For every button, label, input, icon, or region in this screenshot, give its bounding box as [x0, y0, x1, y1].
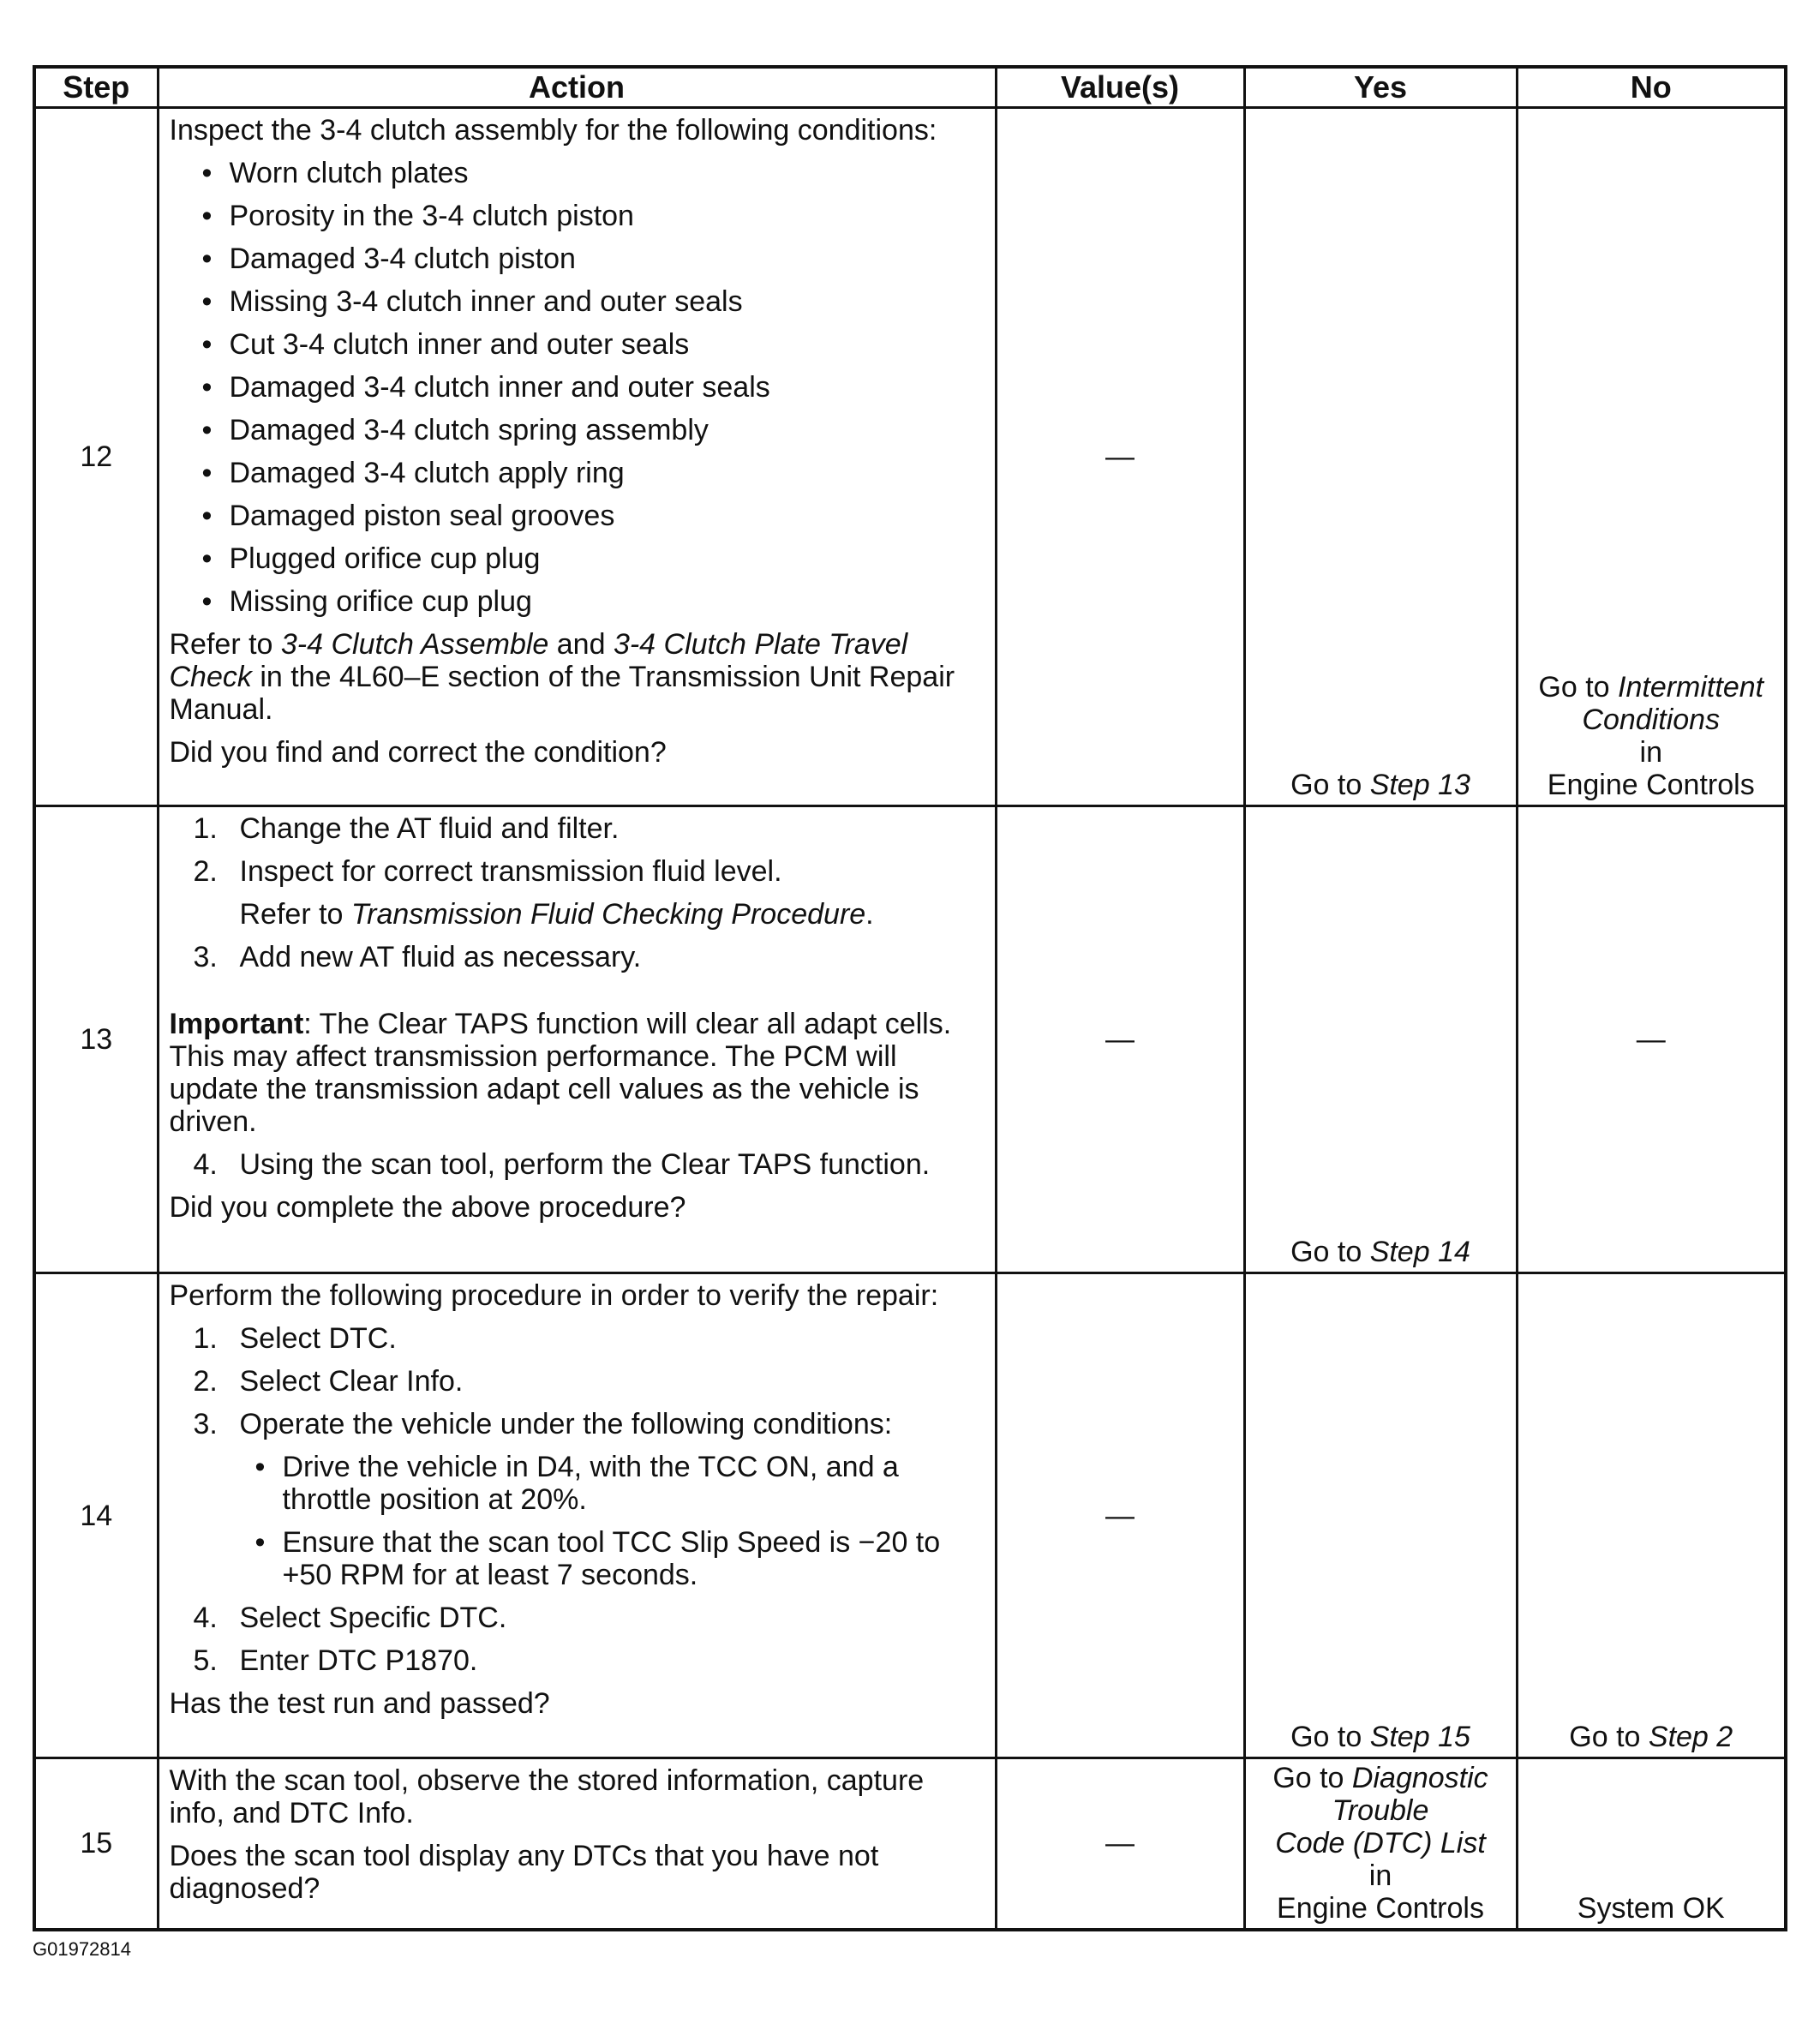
bullet-icon: •	[201, 243, 213, 275]
table-row	[34, 806, 1786, 1273]
table-row	[34, 108, 1786, 806]
important-note	[170, 1008, 986, 1138]
list-item-text: Cut 3-4 clutch inner and outer seals	[229, 328, 690, 361]
value-cell: —	[996, 108, 1244, 806]
list-item-text: Select Specific DTC.	[239, 1602, 507, 1634]
list-item	[170, 542, 986, 575]
list-item	[170, 457, 986, 489]
action-intro: Perform the following procedure in order to verify the repair:	[169, 1279, 939, 1312]
list-item-text: Add new AT fluid as necessary.	[239, 941, 642, 973]
header-no: No	[1517, 67, 1786, 108]
bullet-icon: •	[201, 200, 213, 232]
refer-mid: and	[548, 628, 614, 661]
no-cell: —	[1517, 806, 1786, 1273]
no-line-in: in	[1639, 736, 1662, 769]
list-item	[170, 285, 986, 318]
action-intro: With the scan tool, observe the stored information, capture info, and DTC Info.	[169, 1764, 925, 1829]
link-dtc-list[interactable]: Code (DTC) List	[1275, 1826, 1486, 1859]
no-cell	[1517, 108, 1786, 806]
link-clutch-assemble[interactable]: 3-4 Clutch Assemble	[280, 628, 549, 661]
no-line-1	[1518, 671, 1785, 736]
list-item-text: Damaged 3-4 clutch spring assembly	[229, 414, 709, 446]
list-item	[170, 157, 986, 189]
list-item-text: Damaged 3-4 clutch piston	[229, 243, 576, 275]
list-item	[170, 1322, 986, 1355]
value-cell: —	[996, 806, 1244, 1273]
no-cell: System OK	[1517, 1758, 1786, 1930]
refer-text	[170, 898, 986, 931]
list-item	[170, 1644, 986, 1677]
goto-prefix: Go to	[1290, 769, 1370, 801]
diagnostic-table	[33, 65, 1787, 1931]
yes-cell	[1244, 1273, 1517, 1758]
procedure-list	[170, 812, 986, 888]
refer-suffix: in the 4L60–E section of the Transmission Unit Repair Manual.	[169, 661, 955, 726]
refer-prefix: Refer to	[169, 628, 281, 661]
list-item	[170, 1526, 986, 1591]
step-number: 12	[34, 108, 158, 806]
list-item-text: Worn clutch plates	[229, 157, 469, 189]
question-text: Does the scan tool display any DTCs that you have not diagnosed?	[169, 1840, 879, 1905]
goto-prefix: Go to	[1272, 1761, 1352, 1794]
list-item-text: Inspect for correct transmission fluid level.	[239, 855, 782, 888]
goto-prefix: Go to	[1569, 1721, 1649, 1753]
action-intro: Inspect the 3-4 clutch assembly for the following conditions:	[169, 114, 937, 147]
procedure-list	[170, 1602, 986, 1677]
question-text: Did you find and correct the condition?	[169, 736, 667, 769]
link-clutch-plate-travel[interactable]: 3-4 Clutch Plate Travel Check	[169, 628, 908, 693]
yes-line-engine-controls: Engine Controls	[1277, 1891, 1484, 1925]
list-item-text: Plugged orifice cup plug	[229, 542, 541, 575]
link-step-15[interactable]: Step 15	[1369, 1721, 1470, 1753]
no-cell	[1517, 1273, 1786, 1758]
action-cell	[158, 1758, 996, 1930]
question-text: Has the test run and passed?	[169, 1687, 550, 1720]
list-number: 2.	[193, 855, 218, 888]
list-number: 1.	[193, 1322, 218, 1355]
condition-list	[170, 157, 986, 618]
important-label: Important	[169, 1008, 304, 1040]
header-step: Step	[34, 67, 158, 108]
list-item	[170, 1602, 986, 1634]
bullet-icon: •	[254, 1526, 266, 1559]
bullet-icon: •	[201, 585, 213, 618]
list-item-text: Select Clear Info.	[239, 1365, 464, 1398]
list-item	[170, 1148, 986, 1181]
procedure-list	[170, 941, 986, 973]
bullet-icon: •	[201, 157, 213, 189]
list-item	[170, 1365, 986, 1398]
yes-cell	[1244, 806, 1517, 1273]
list-number: 3.	[193, 1408, 218, 1440]
bullet-icon: •	[201, 328, 213, 361]
list-item	[170, 941, 986, 973]
procedure-list	[170, 1148, 986, 1181]
yes-cell	[1244, 1758, 1517, 1930]
procedure-list	[170, 1322, 986, 1440]
value-cell: —	[996, 1758, 1244, 1930]
refer-suffix: .	[865, 898, 874, 931]
link-dtc-list[interactable]: Trouble	[1332, 1793, 1429, 1827]
yes-cell	[1244, 108, 1517, 806]
bullet-icon: •	[201, 500, 213, 532]
goto-prefix: Go to	[1538, 671, 1619, 704]
action-cell	[158, 1273, 996, 1758]
header-yes: Yes	[1244, 67, 1517, 108]
bullet-icon: •	[201, 371, 213, 404]
list-item-text: Missing 3-4 clutch inner and outer seals	[229, 285, 743, 318]
yes-line-1	[1246, 1762, 1516, 1794]
header-action: Action	[158, 67, 996, 108]
list-item-text: Porosity in the 3-4 clutch piston	[229, 200, 634, 232]
list-number: 1.	[193, 812, 218, 845]
bullet-icon: •	[201, 542, 213, 575]
list-item-text: Drive the vehicle in D4, with the TCC ON, and a throttle position at 20%.	[282, 1451, 899, 1516]
list-item	[170, 500, 986, 532]
figure-id: G01972814	[33, 1938, 131, 1960]
link-step-14[interactable]: Step 14	[1369, 1236, 1470, 1268]
table-row	[34, 1758, 1786, 1930]
list-item-text: Select DTC.	[239, 1322, 397, 1355]
refer-prefix: Refer to	[239, 898, 351, 931]
bullet-icon: •	[201, 457, 213, 489]
list-item-text: Change the AT fluid and filter.	[239, 812, 620, 845]
list-item-text: Ensure that the scan tool TCC Slip Speed is −20 to +50 RPM for at least 7 seconds.	[282, 1526, 941, 1591]
list-item-text: Operate the vehicle under the following conditions:	[239, 1408, 893, 1440]
step-number: 14	[34, 1273, 158, 1758]
list-number: 3.	[193, 941, 218, 973]
question-text: Did you complete the above procedure?	[169, 1191, 686, 1224]
list-item	[170, 371, 986, 404]
header-row	[34, 67, 1786, 108]
bullet-icon: •	[201, 414, 213, 446]
list-number: 2.	[193, 1365, 218, 1398]
link-fluid-checking[interactable]: Transmission Fluid Checking Procedure	[350, 898, 866, 931]
condition-sublist	[170, 1451, 986, 1591]
refer-text	[170, 628, 986, 726]
table-row	[34, 1273, 1786, 1758]
list-item	[170, 414, 986, 446]
list-item	[170, 855, 986, 888]
list-item-text: Enter DTC P1870.	[239, 1644, 478, 1677]
list-number: 4.	[193, 1148, 218, 1181]
list-item-text: Missing orifice cup plug	[229, 585, 532, 618]
bullet-icon: •	[254, 1451, 266, 1483]
list-item	[170, 1451, 986, 1516]
list-item-text: Damaged 3-4 clutch inner and outer seals	[229, 371, 770, 404]
header-values: Value(s)	[996, 67, 1244, 108]
goto-prefix: Go to	[1290, 1721, 1370, 1753]
important-text: : The Clear TAPS function will clear all adapt cells. This may affect transmission performance. The PCM will update the transmission adapt cell values as the vehicle is driven.	[169, 1008, 952, 1138]
list-item	[170, 1408, 986, 1440]
list-item-text: Damaged piston seal grooves	[229, 500, 615, 532]
goto-prefix: Go to	[1290, 1236, 1370, 1268]
yes-line-in: in	[1368, 1859, 1392, 1892]
list-item	[170, 585, 986, 618]
action-cell	[158, 108, 996, 806]
list-number: 4.	[193, 1602, 218, 1634]
link-step-13[interactable]: Step 13	[1369, 769, 1470, 801]
link-dtc-list[interactable]: Diagnostic	[1351, 1761, 1488, 1794]
list-item	[170, 328, 986, 361]
action-cell	[158, 806, 996, 1273]
step-number: 15	[34, 1758, 158, 1930]
list-number: 5.	[193, 1644, 218, 1677]
link-intermittent-conditions[interactable]: Intermittent Conditions	[1582, 671, 1764, 736]
value-cell: —	[996, 1273, 1244, 1758]
step-number: 13	[34, 806, 158, 1273]
link-step-2[interactable]: Step 2	[1648, 1721, 1733, 1753]
list-item	[170, 812, 986, 845]
no-line-engine-controls: Engine Controls	[1547, 769, 1755, 801]
list-item	[170, 243, 986, 275]
list-item-text: Using the scan tool, perform the Clear TAPS function.	[239, 1148, 931, 1181]
list-item-text: Damaged 3-4 clutch apply ring	[229, 457, 625, 489]
bullet-icon: •	[201, 285, 213, 318]
list-item	[170, 200, 986, 232]
